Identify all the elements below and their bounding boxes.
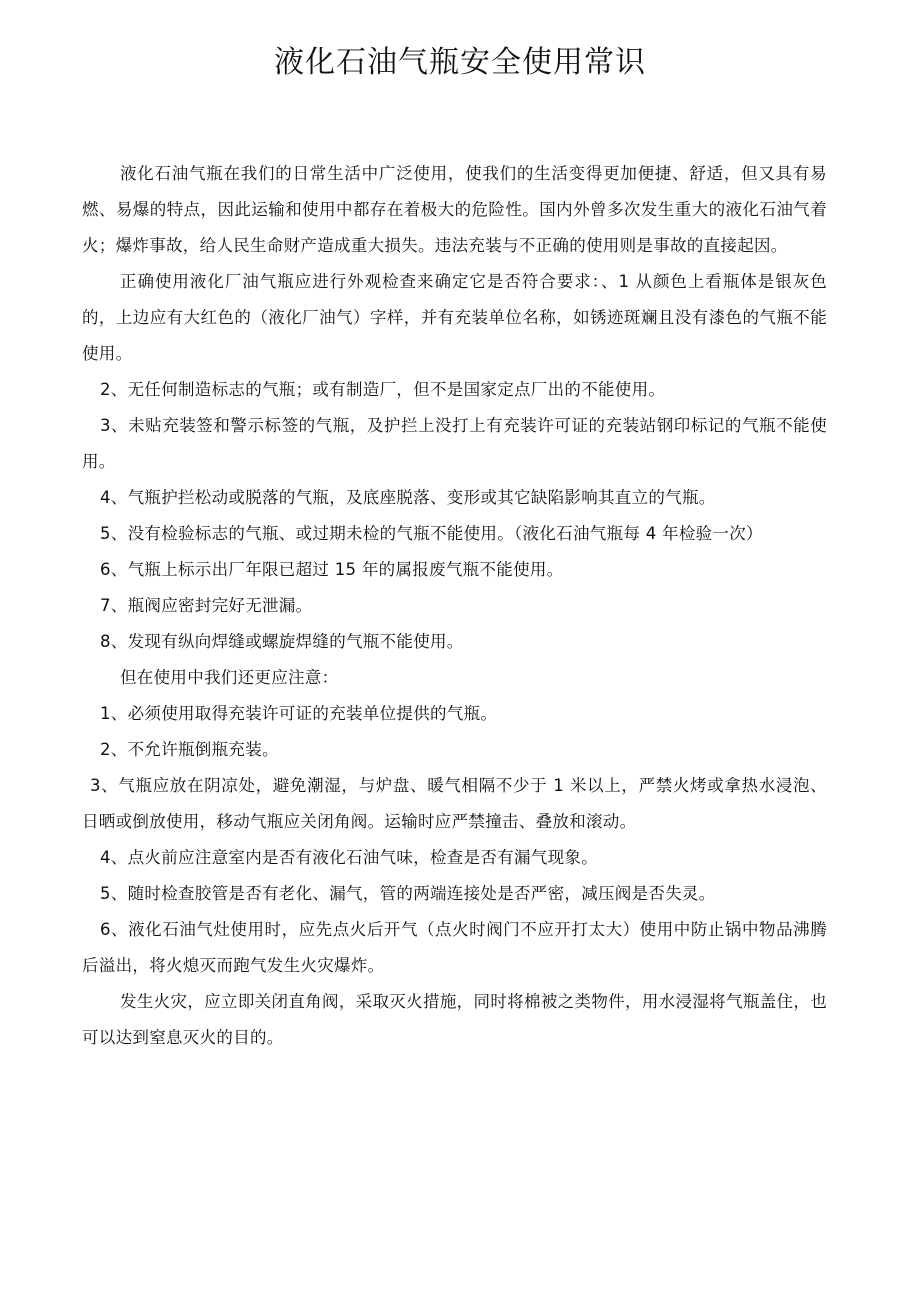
list-item: 5、随时检查胶管是否有老化、漏气，管的两端连接处是否严密，减压阀是否失灵。 bbox=[100, 884, 716, 903]
list-item: 1、必须使用取得充装许可证的充装单位提供的气瓶。 bbox=[100, 704, 498, 723]
list-item: 3、气瓶应放在阴凉处，避免潮湿，与炉盘、暖气相隔不少于 1 米以上，严禁火烤或拿热水浸泡、日晒或倒放使用，移动气瓶应关闭角阀。运输时应严禁撞击、叠放和滚动。 bbox=[82, 776, 827, 831]
paragraph-inspection: 正确使用液化厂油气瓶应进行外观检查来确定它是否符合要求：、1 从颜色上看瓶体是银灰色的，上边应有大红色的（液化厂油气）字样，并有充装单位名称，如锈迹斑斓且没有漆色的气瓶不能使用。 bbox=[82, 272, 827, 363]
paragraph-usage-notes: 但在使用中我们还更应注意： bbox=[120, 668, 339, 687]
list-item: 8、发现有纵向焊缝或螺旋焊缝的气瓶不能使用。 bbox=[100, 632, 464, 651]
list-item: 7、瓶阀应密封完好无泄漏。 bbox=[100, 596, 313, 615]
list-item: 2、无任何制造标志的气瓶；或有制造厂，但不是国家定点厂出的不能使用。 bbox=[100, 380, 666, 399]
list-item: 4、点火前应注意室内是否有液化石油气味，检查是否有漏气现象。 bbox=[100, 848, 598, 867]
list-item: 6、气瓶上标示出厂年限已超过 15 年的属报废气瓶不能使用。 bbox=[100, 560, 564, 579]
page-title: 液化石油气瓶安全使用常识 bbox=[274, 45, 646, 80]
list-item: 2、不允许瓶倒瓶充装。 bbox=[100, 740, 279, 759]
paragraph-fire-response: 发生火灾，应立即关闭直角阀，采取灭火措施，同时将棉被之类物件，用水浸湿将气瓶盖住，也可以达到窒息灭火的目的。 bbox=[82, 992, 827, 1047]
list-item: 5、没有检验标志的气瓶、或过期未检的气瓶不能使用。（液化石油气瓶每 4 年检验一次） bbox=[100, 524, 763, 543]
list-item: 4、气瓶护拦松动或脱落的气瓶，及底座脱落、变形或其它缺陷影响其直立的气瓶。 bbox=[100, 488, 716, 507]
paragraph-intro: 液化石油气瓶在我们的日常生活中广泛使用，使我们的生活变得更加便捷、舒适，但又具有易燃、易爆的特点，因此运输和使用中都存在着极大的危险性。国内外曾多次发生重大的液化石油气着火；爆炸事故，给人民生命财产造成重大损失。违法充装与不正确的使用则是事故的直接起因。 bbox=[82, 164, 827, 255]
document-body bbox=[82, 156, 827, 1056]
list-item: 6、液化石油气灶使用时，应先点火后开气（点火时阀门不应开打太大）使用中防止锅中物品沸腾后溢出，将火熄灭而跑气发生火灾爆炸。 bbox=[82, 920, 827, 975]
list-item: 3、未贴充装签和警示标签的气瓶，及护拦上没打上有充装许可证的充装站钢印标记的气瓶不能使用。 bbox=[82, 416, 827, 471]
